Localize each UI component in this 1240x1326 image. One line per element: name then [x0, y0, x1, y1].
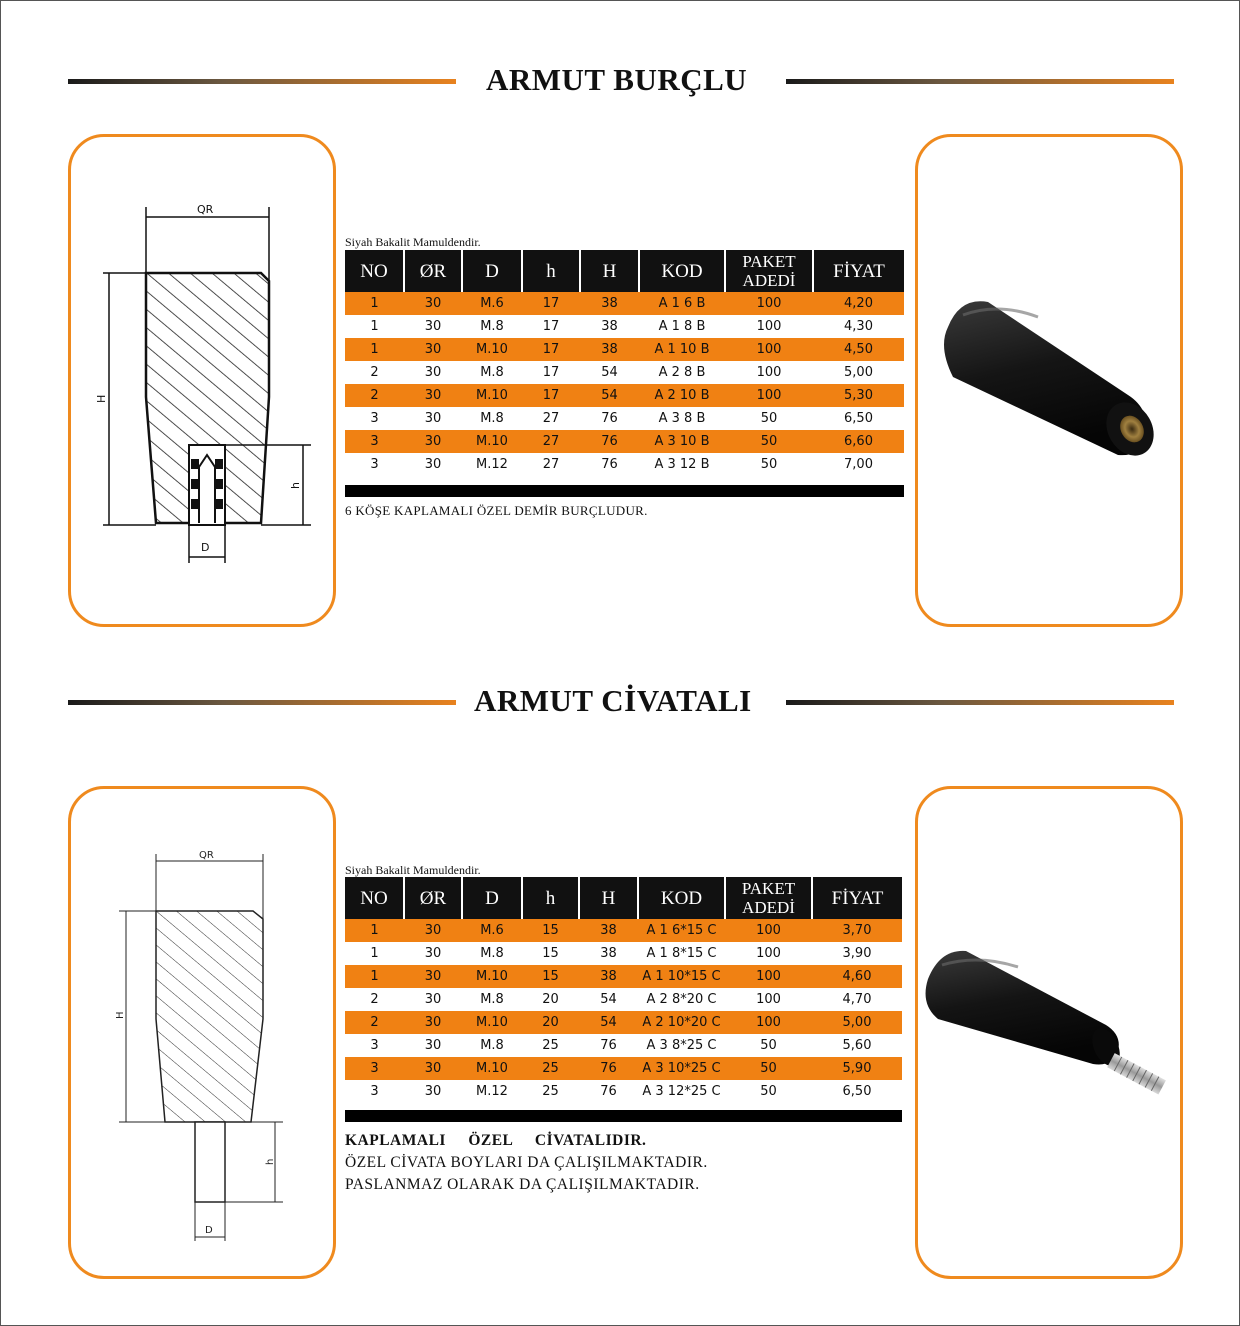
cell-no: 3 — [370, 457, 379, 472]
cell-thread: M.8 — [480, 946, 504, 961]
spec-table — [345, 877, 902, 1103]
table-row — [345, 292, 904, 315]
cell-thread: M.6 — [462, 919, 522, 942]
cell-package: 100 — [725, 1011, 812, 1034]
cell-depth: 17 — [522, 338, 580, 361]
cell-no: 1 — [370, 319, 379, 334]
section-divider-left — [68, 79, 456, 84]
cell-package: 50 — [760, 411, 778, 426]
table-row — [345, 1034, 902, 1057]
cell-depth: 25 — [542, 1038, 559, 1053]
dim-label-height: H — [115, 1011, 126, 1019]
table-row — [345, 430, 904, 453]
cell-code: A 2 8*20 C — [646, 992, 717, 1007]
cell-package: 100 — [725, 965, 812, 988]
cell-depth: 17 — [522, 292, 580, 315]
cell-price: 7,00 — [844, 457, 873, 472]
cell-diameter: 30 — [404, 1011, 462, 1034]
table-row — [345, 988, 902, 1011]
cell-height: 76 — [601, 457, 618, 472]
cell-depth: 20 — [542, 992, 559, 1007]
cell-code: A 3 10*25 C — [638, 1057, 725, 1080]
table-bottom-bar — [345, 1110, 902, 1122]
product-photo-frame — [915, 786, 1183, 1279]
cell-no: 3 — [370, 1038, 379, 1053]
technical-drawing-frame — [68, 786, 336, 1279]
table-bottom-bar — [345, 485, 904, 497]
cell-height: 76 — [601, 411, 618, 426]
cell-no: 1 — [345, 965, 404, 988]
col-header-diameter: ØR — [404, 877, 462, 919]
cell-depth: 17 — [542, 365, 560, 380]
table-row — [345, 965, 902, 988]
table-row — [345, 407, 904, 430]
cell-thread: M.8 — [480, 1038, 504, 1053]
cell-code: A 2 8 B — [658, 365, 706, 380]
cell-thread: M.10 — [462, 338, 522, 361]
col-header-thread: D — [462, 877, 522, 919]
cell-package: 100 — [725, 919, 812, 942]
table-row — [345, 361, 904, 384]
cell-thread: M.10 — [462, 1057, 522, 1080]
cell-code: A 2 10 B — [639, 384, 725, 407]
cell-depth: 17 — [522, 384, 580, 407]
col-header-code: KOD — [639, 250, 725, 292]
cell-code: A 3 12 B — [654, 457, 710, 472]
cell-code: A 1 10*15 C — [638, 965, 725, 988]
section-divider-right — [786, 79, 1174, 84]
cell-diameter: 30 — [424, 365, 442, 380]
col-header-depth: h — [522, 250, 580, 292]
cell-no: 1 — [370, 946, 379, 961]
cell-diameter: 30 — [404, 965, 462, 988]
table-row — [345, 453, 904, 476]
cell-no: 2 — [345, 384, 404, 407]
section-title: ARMUT CİVATALI — [474, 683, 752, 718]
cell-thread: M.8 — [480, 992, 504, 1007]
cell-price: 4,70 — [842, 992, 872, 1007]
cell-price: 6,50 — [842, 1084, 872, 1099]
col-header-height: H — [580, 250, 639, 292]
cell-price: 6,50 — [844, 411, 873, 426]
footer-note-line: KAPLAMALI ÖZEL CİVATALIDIR. — [345, 1132, 647, 1149]
cell-thread: M.12 — [476, 1084, 508, 1099]
knob-photo-icon — [918, 789, 1180, 1276]
col-header-no: NO — [345, 877, 404, 919]
cell-thread: M.10 — [462, 384, 522, 407]
table-row — [345, 338, 904, 361]
table-row — [345, 942, 902, 965]
material-note: Siyah Bakalit Mamuldendir. — [345, 863, 481, 877]
cell-price: 4,20 — [813, 292, 904, 315]
cell-height: 54 — [580, 384, 639, 407]
cell-diameter: 30 — [404, 1057, 462, 1080]
cell-code: A 1 10 B — [639, 338, 725, 361]
cell-height: 76 — [600, 1038, 617, 1053]
cell-code: A 3 8*25 C — [646, 1038, 717, 1053]
cell-height: 54 — [579, 1011, 638, 1034]
cell-no: 3 — [345, 1057, 404, 1080]
cell-depth: 15 — [542, 946, 559, 961]
dim-label-depth: h — [265, 1158, 276, 1165]
cell-height: 38 — [580, 338, 639, 361]
cell-package: 50 — [725, 430, 813, 453]
cell-diameter: 30 — [404, 430, 462, 453]
cell-thread: M.10 — [462, 965, 522, 988]
cell-height: 76 — [600, 1084, 617, 1099]
cell-thread: M.12 — [476, 457, 508, 472]
cell-price: 5,00 — [844, 365, 873, 380]
cell-thread: M.10 — [462, 430, 522, 453]
cell-no: 1 — [345, 292, 404, 315]
cell-price: 5,90 — [812, 1057, 902, 1080]
technical-drawing — [71, 789, 333, 1276]
cell-diameter: 30 — [424, 319, 442, 334]
cell-depth: 15 — [522, 919, 579, 942]
footer-notes — [345, 1130, 708, 1196]
material-note: Siyah Bakalit Mamuldendir. — [345, 235, 481, 249]
cell-diameter: 30 — [404, 292, 462, 315]
cell-code: A 3 10 B — [639, 430, 725, 453]
cell-code: A 2 10*20 C — [638, 1011, 725, 1034]
table-row — [345, 1011, 902, 1034]
cell-depth: 15 — [522, 965, 579, 988]
cell-height: 54 — [601, 365, 618, 380]
footer-note-line: PASLANMAZ OLARAK DA ÇALIŞILMAKTADIR. — [345, 1176, 700, 1193]
cell-diameter: 30 — [404, 919, 462, 942]
cell-code: A 1 6 B — [639, 292, 725, 315]
footer-note-line: ÖZEL CİVATA BOYLARI DA ÇALIŞILMAKTADIR. — [345, 1154, 708, 1171]
section-title: ARMUT BURÇLU — [486, 62, 748, 97]
col-header-price: FİYAT — [812, 877, 902, 919]
cell-height: 38 — [600, 946, 617, 961]
cell-depth: 17 — [542, 319, 560, 334]
cell-thread: M.8 — [480, 365, 504, 380]
cell-thread: M.8 — [480, 319, 504, 334]
cell-diameter: 30 — [424, 992, 442, 1007]
table-row — [345, 1057, 902, 1080]
col-header-package: PAKET ADEDİ — [725, 250, 813, 292]
cell-thread: M.8 — [480, 411, 504, 426]
cell-no: 3 — [370, 411, 379, 426]
col-header-thread: D — [462, 250, 522, 292]
dim-label-bore: D — [201, 541, 210, 554]
cell-depth: 27 — [542, 457, 560, 472]
cell-depth: 25 — [522, 1057, 579, 1080]
cell-depth: 20 — [522, 1011, 579, 1034]
cell-height: 38 — [579, 965, 638, 988]
cell-no: 3 — [370, 1084, 379, 1099]
cell-thread: M.6 — [462, 292, 522, 315]
cell-package: 100 — [756, 946, 781, 961]
col-header-depth: h — [522, 877, 579, 919]
cell-no: 3 — [345, 430, 404, 453]
footer-note-line: 6 KÖŞE KAPLAMALI ÖZEL DEMİR BURÇLUDUR. — [345, 503, 648, 518]
cell-package: 100 — [725, 384, 813, 407]
cell-package: 50 — [760, 457, 778, 472]
section-divider-right — [786, 700, 1174, 705]
cell-price: 3,90 — [842, 946, 872, 961]
cell-code: A 1 8 B — [658, 319, 706, 334]
table-row — [345, 315, 904, 338]
table-row — [345, 1080, 902, 1103]
cell-price: 5,60 — [842, 1038, 872, 1053]
cell-no: 2 — [345, 1011, 404, 1034]
cell-no: 2 — [370, 365, 379, 380]
spec-table — [345, 250, 904, 476]
cell-diameter: 30 — [424, 411, 442, 426]
col-header-package: PAKET ADEDİ — [725, 877, 812, 919]
cell-height: 76 — [579, 1057, 638, 1080]
section-divider-left — [68, 700, 456, 705]
cell-depth: 25 — [542, 1084, 559, 1099]
technical-drawing — [71, 137, 333, 624]
cell-height: 38 — [580, 292, 639, 315]
cell-price: 4,60 — [812, 965, 902, 988]
table-row — [345, 919, 902, 942]
cell-code: A 3 12*25 C — [642, 1084, 721, 1099]
cell-price: 4,30 — [844, 319, 873, 334]
cell-height: 38 — [579, 919, 638, 942]
dim-label-diameter: QR — [197, 203, 214, 216]
col-header-height: H — [579, 877, 638, 919]
cell-height: 38 — [601, 319, 618, 334]
cell-price: 5,00 — [812, 1011, 902, 1034]
cell-thread: M.10 — [462, 1011, 522, 1034]
cell-diameter: 30 — [424, 457, 442, 472]
dim-label-height: H — [95, 394, 108, 403]
cell-diameter: 30 — [404, 338, 462, 361]
cell-diameter: 30 — [424, 946, 442, 961]
cell-depth: 27 — [542, 411, 560, 426]
col-header-diameter: ØR — [404, 250, 462, 292]
cell-package: 100 — [725, 338, 813, 361]
dim-label-diameter: QR — [199, 850, 214, 861]
cell-package: 100 — [756, 365, 782, 380]
cell-diameter: 30 — [424, 1038, 442, 1053]
cell-package: 50 — [760, 1084, 777, 1099]
cell-package: 100 — [725, 292, 813, 315]
knob-photo-icon — [918, 137, 1180, 624]
cell-no: 1 — [345, 919, 404, 942]
col-header-code: KOD — [638, 877, 725, 919]
cell-package: 50 — [725, 1057, 812, 1080]
cell-package: 100 — [756, 992, 781, 1007]
col-header-no: NO — [345, 250, 404, 292]
technical-drawing-frame — [68, 134, 336, 627]
cell-package: 100 — [756, 319, 782, 334]
cell-price: 3,70 — [812, 919, 902, 942]
dim-label-bore: D — [205, 1225, 213, 1236]
product-photo-frame — [915, 134, 1183, 627]
cell-code: A 1 6*15 C — [638, 919, 725, 942]
cell-code: A 3 8 B — [658, 411, 706, 426]
cell-height: 76 — [580, 430, 639, 453]
cell-package: 50 — [760, 1038, 777, 1053]
table-row — [345, 384, 904, 407]
cell-depth: 27 — [522, 430, 580, 453]
cell-no: 1 — [345, 338, 404, 361]
cell-price: 5,30 — [813, 384, 904, 407]
cell-diameter: 30 — [404, 384, 462, 407]
dim-label-depth: h — [289, 482, 302, 489]
cell-code: A 1 8*15 C — [646, 946, 717, 961]
cell-no: 2 — [370, 992, 379, 1007]
cell-height: 54 — [600, 992, 617, 1007]
col-header-price: FİYAT — [813, 250, 904, 292]
cell-price: 4,50 — [813, 338, 904, 361]
cell-diameter: 30 — [424, 1084, 442, 1099]
footer-notes — [345, 502, 648, 520]
cell-price: 6,60 — [813, 430, 904, 453]
